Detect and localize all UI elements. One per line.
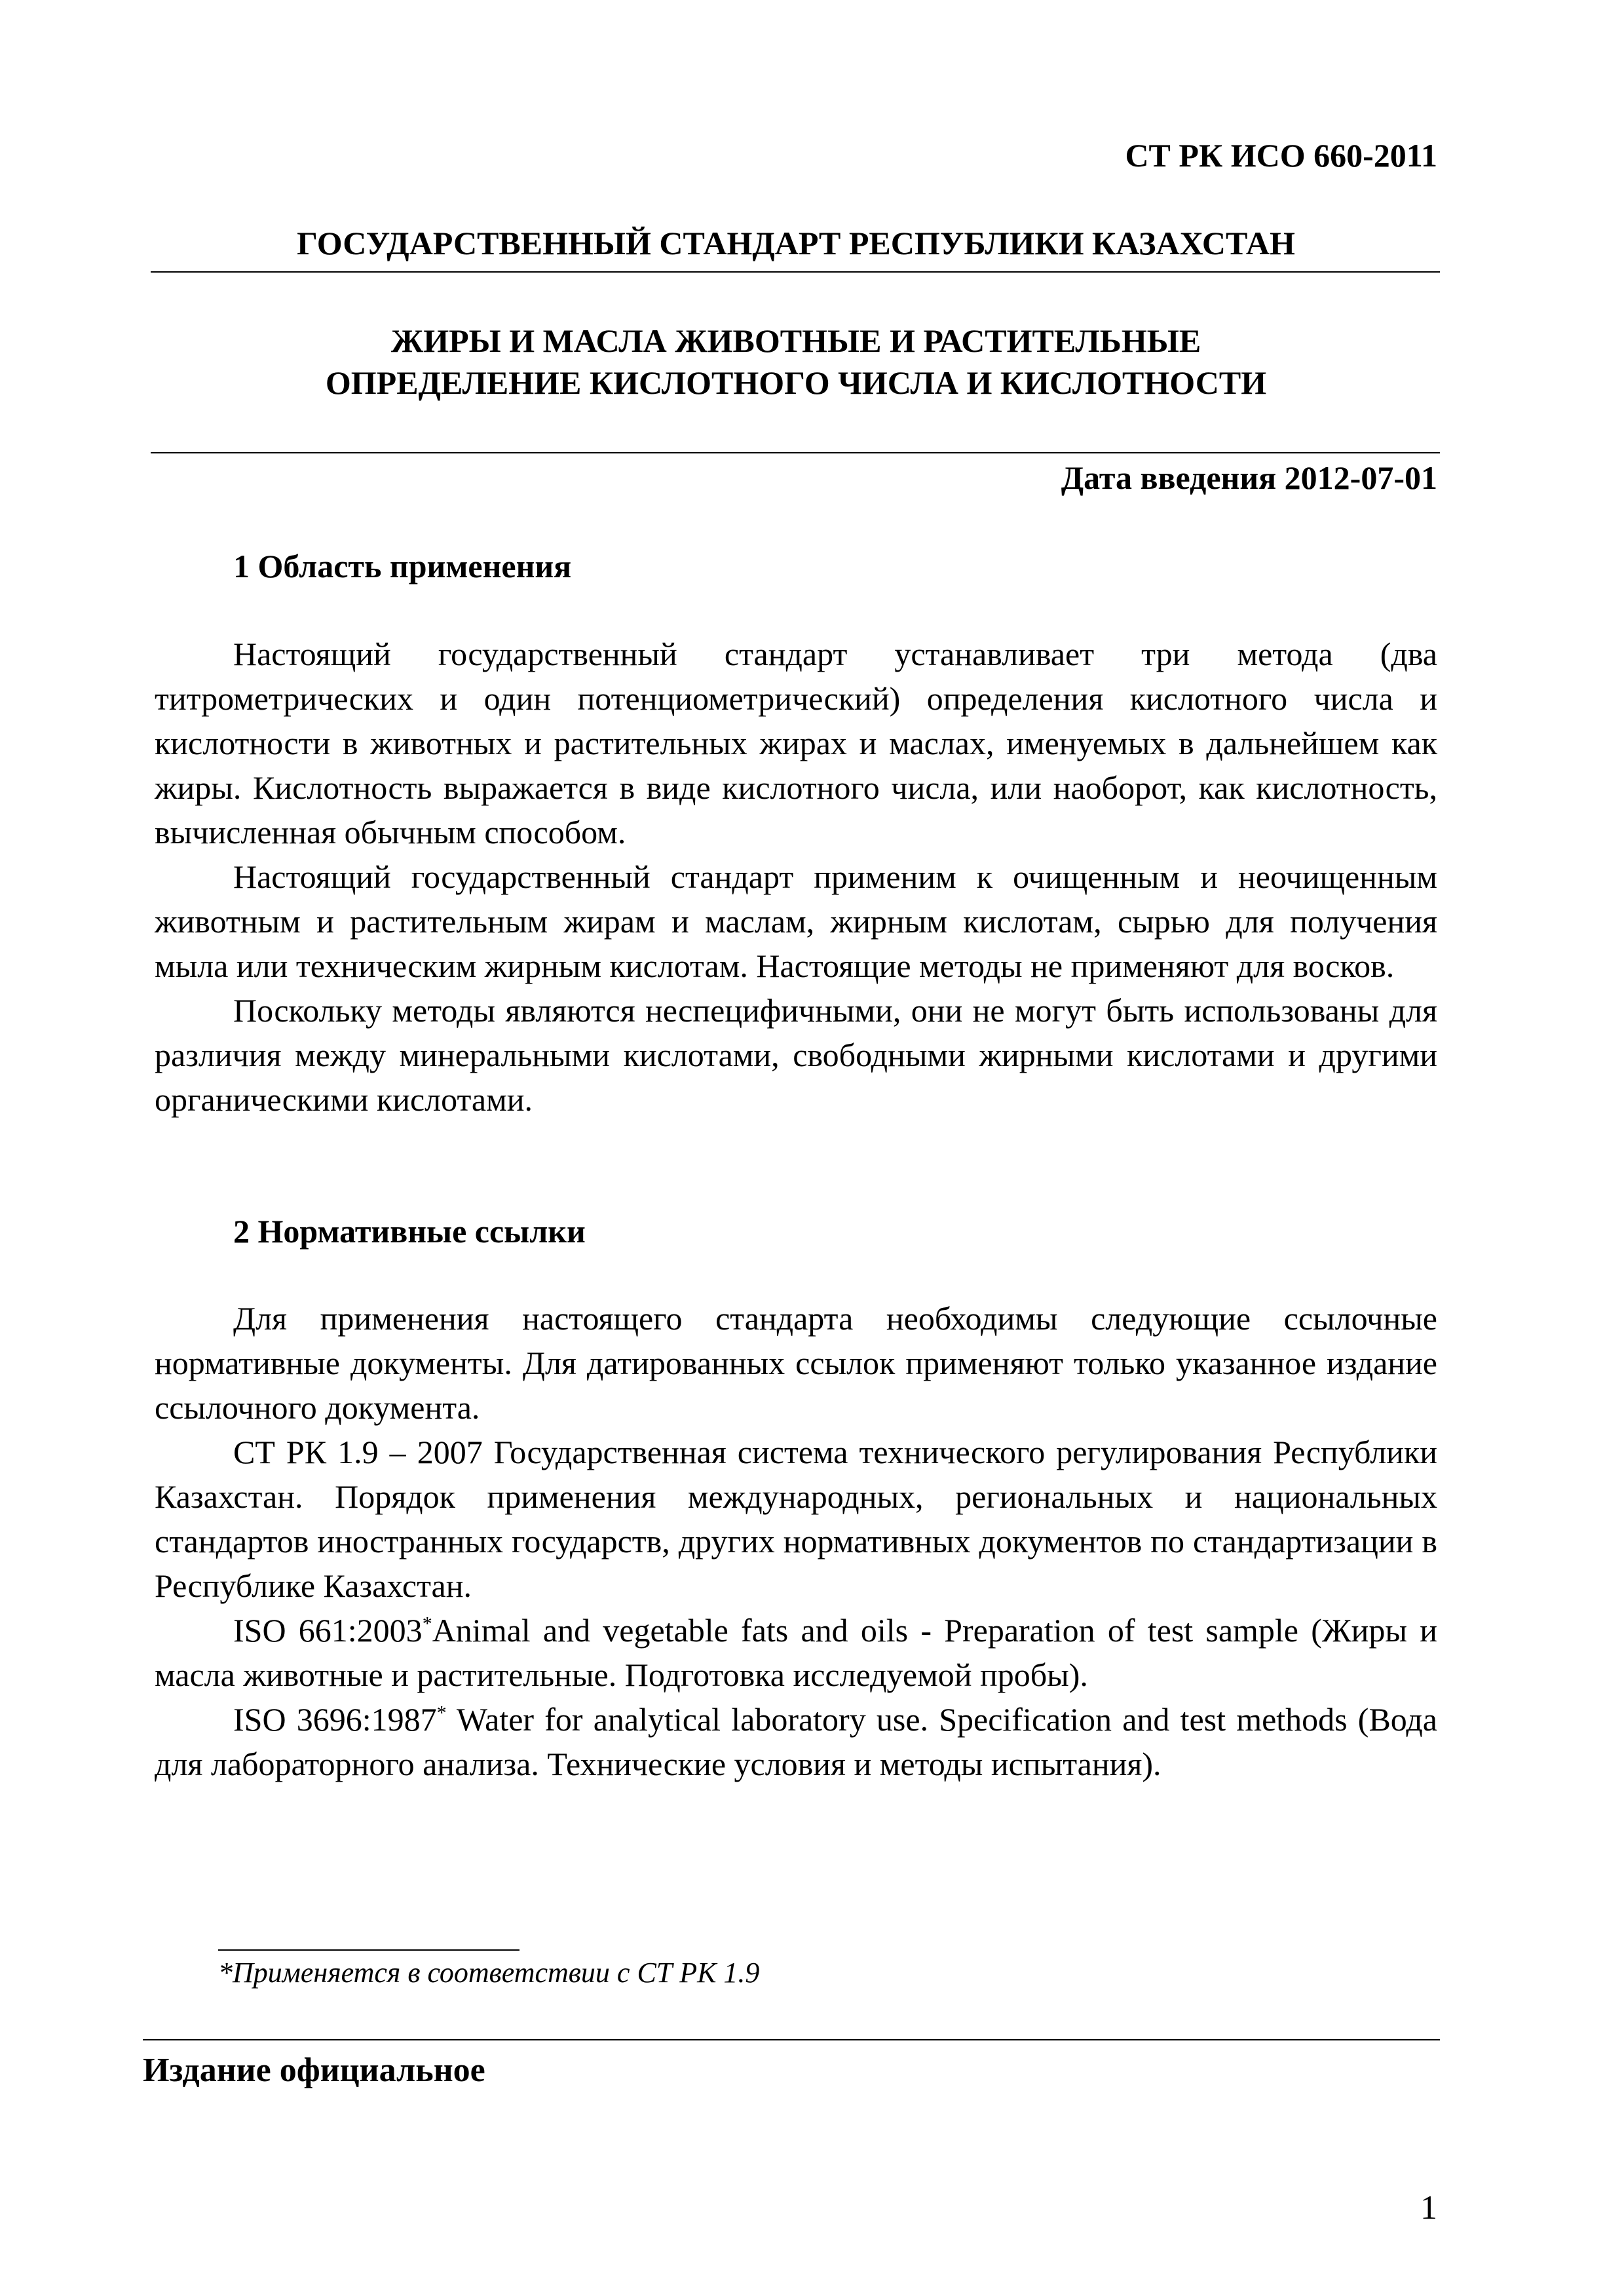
standard-title: ГОСУДАРСТВЕННЫЙ СТАНДАРТ РЕСПУБЛИКИ КАЗАХСТАН	[297, 225, 1295, 261]
section-1-heading: 1 Область применения	[233, 548, 572, 584]
footnote: *Применяется в соответствии с СТ РК 1.9	[218, 1957, 760, 1989]
section-1-paragraph: Настоящий государственный стандарт применим к очищенным и неочищенным животным и растительным жирам и маслам, жирным кислотам, сырью для получения мыла или техническим жирным кислотам. Настоящие методы не применяют для восков.	[155, 858, 1437, 984]
section-2-paragraph: СТ РК 1.9 – 2007 Государственная система технического регулирования Республики Казахстан. Порядок применения международных, региональных и национальных стандартов иностранных государств, других нормативных документов по стандартизации в Республике Казахстан.	[155, 1434, 1437, 1604]
reference-iso-661	[155, 1608, 1437, 1697]
reference-title: Water for analytical laboratory use. Specification and test methods (Вода для лабораторного анализа. Технические условия и методы испытания).	[155, 1701, 1438, 1782]
footnote-separator	[218, 1949, 519, 1951]
reference-code: ISO 3696:1987	[233, 1701, 437, 1738]
section-1-paragraph: Настоящий государственный стандарт устанавливает три метода (два титрометрических и один потенциометрический) определения кислотного числа и кислотности в животных и растительных жирах и маслах, именуемых в дальнейшем как жиры. Кислотность выражается в виде кислотного числа, или наоборот, как кислотность, вычисленная обычным способом.	[155, 636, 1437, 851]
introduction-date: Дата введения 2012-07-01	[1061, 459, 1437, 496]
document-subtitle	[151, 320, 1441, 404]
title-rule	[151, 271, 1440, 273]
standard-code: СТ РК ИСО 660-2011	[1125, 137, 1437, 174]
reference-code: ISO 661:2003	[233, 1612, 423, 1649]
section-2-paragraph: Для применения настоящего стандарта необходимы следующие ссылочные нормативные документы. Для датированных ссылок применяют только указанное издание ссылочного документа.	[155, 1300, 1437, 1426]
subtitle-rule	[151, 452, 1440, 453]
section-1-paragraph: Поскольку методы являются неспецифичными, они не могут быть использованы для различия между минеральными кислотами, свободными жирными кислотами и другими органическими кислотами.	[155, 992, 1437, 1118]
footnote-marker: *	[436, 1702, 447, 1724]
footer-rule	[143, 2039, 1440, 2040]
section-1-body	[155, 632, 1437, 1122]
section-2-heading: 2 Нормативные ссылки	[233, 1213, 586, 1250]
reference-iso-3696	[155, 1697, 1437, 1786]
reference-title: Animal and vegetable fats and oils - Preparation of test sample (Жиры и масла животные и растительные. Подготовка исследуемой пробы).	[155, 1612, 1437, 1693]
official-edition-label: Издание официальное	[143, 2052, 485, 2089]
page-number: 1	[1420, 2189, 1437, 2227]
footnote-marker: *	[422, 1613, 432, 1635]
section-2-body	[155, 1296, 1437, 1786]
subtitle-line-1: ЖИРЫ И МАСЛА ЖИВОТНЫЕ И РАСТИТЕЛЬНЫЕ	[390, 322, 1201, 359]
subtitle-line-2: ОПРЕДЕЛЕНИЕ КИСЛОТНОГО ЧИСЛА И КИСЛОТНОСТИ	[325, 364, 1267, 401]
